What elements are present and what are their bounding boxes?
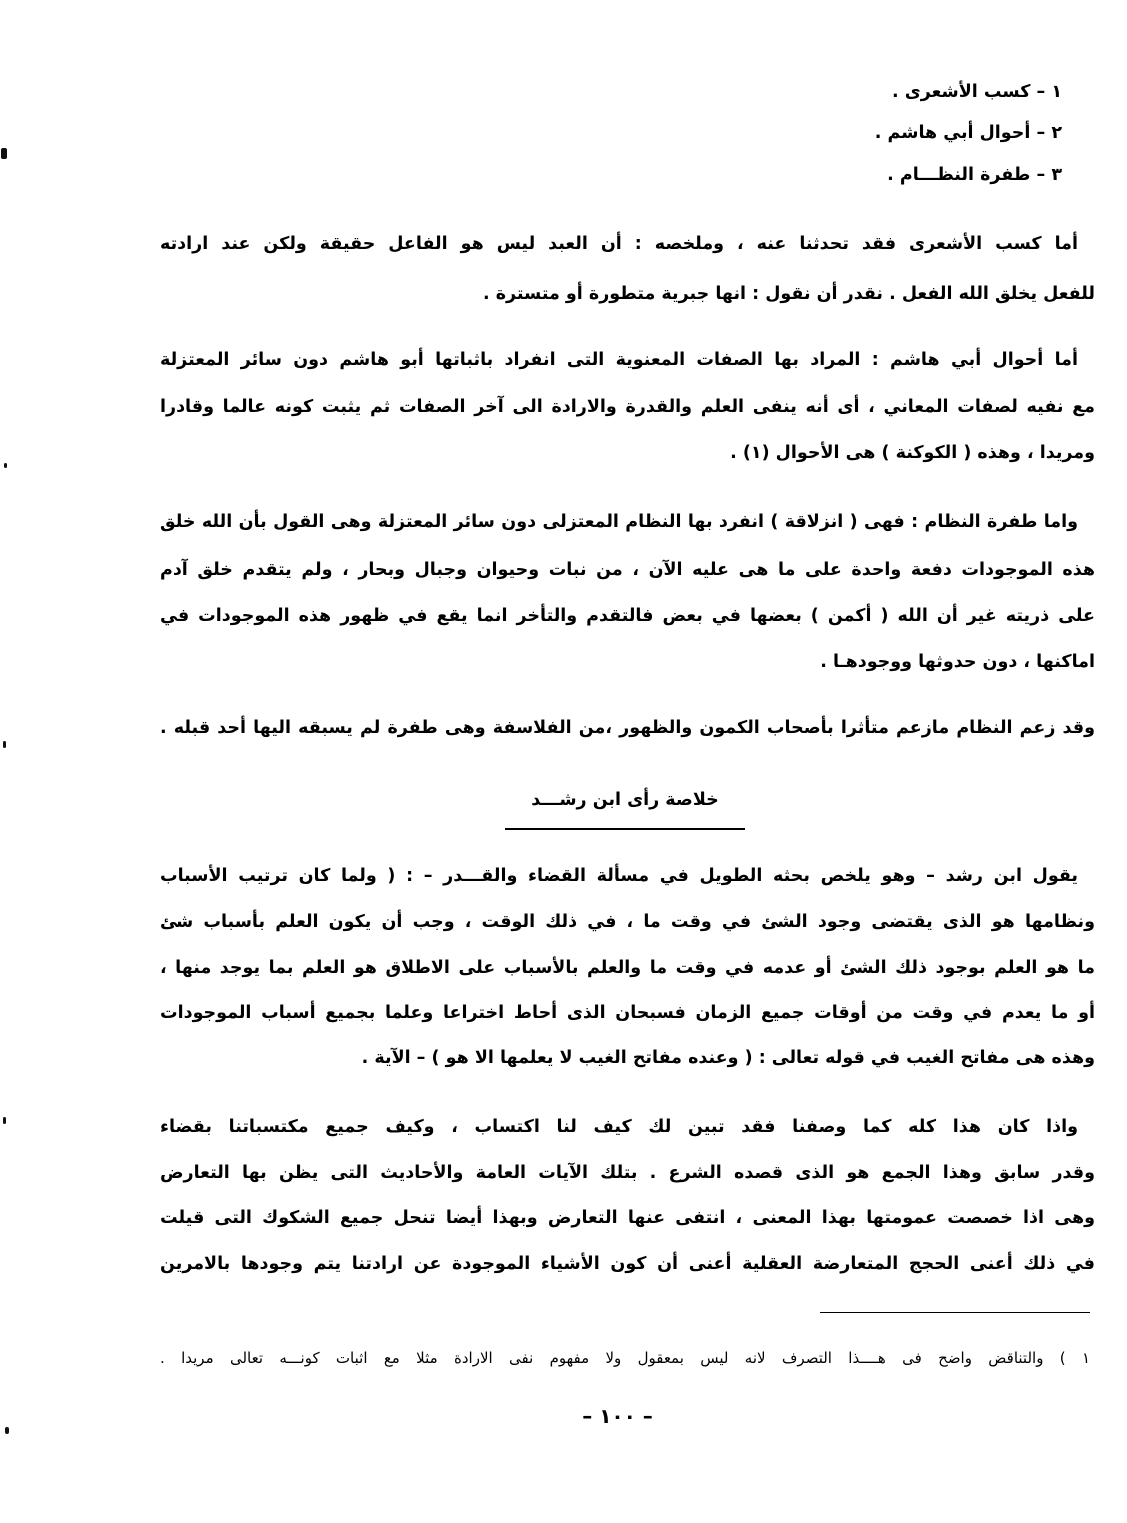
paragraph-line: هذه الموجودات دفعة واحدة على ما هى عليه الآن ، من نبات وحيوان وجبال وبحار ، ولم يتقدم خلق آدم [160,560,1095,580]
numbered-item: ٢ – أحوال أبي هاشم . [874,123,1062,143]
scan-speck [4,463,7,468]
paragraph-line: ونظامها هو الذى يقتضى وجود الشئ في وقت ما ، في ذلك الوقت ، وجب أن يكون العلم بأسباب شئ [160,912,1095,932]
footnote-rule [820,1312,1090,1313]
page-number: – ١٠٠ – [582,1404,653,1428]
paragraph-line: أو ما يعدم في وقت من أوقات جميع الزمان فسبحان الذى أحاط اختراعا وعلما بجميع أسباب الموجودات [160,1003,1095,1023]
paragraph-line: وهى اذا خصصت عمومتها بهذا المعنى ، انتفى عنها التعارض وبهذا أيضا تنحل جميع الشكوك التى قيلت [160,1208,1095,1228]
paragraph-line: أما كسب الأشعرى فقد تحدثنا عنه ، وملخصه : أن العبد ليس هو الفاعل حقيقة ولكن عند ارادته [160,234,1078,254]
scan-speck [5,1427,9,1434]
paragraph-line: واذا كان هذا كله كما وصفنا فقد تبين لك كيف لنا اكتساب ، وكيف جميع مكتسباتنا بقضاء [160,1117,1078,1137]
paragraph-line: اماكنها ، دون حدوثها ووجودهـا . [820,652,1095,672]
paragraph-line: على ذريته غير أن الله ( أكمن ) بعضها في بعض فالتقدم والتأخر انما يقع في ظهور هذه الموجودات في [160,606,1095,626]
paragraph-line: أما أحوال أبي هاشم : المراد بها الصفات المعنوية التى انفراد باثباتها أبو هاشم دون سائر المعتزلة [160,350,1078,370]
paragraph-line: وقد زعم النظام مازعم متأثرا بأصحاب الكمون والظهور ،من الفلاسفة وهى طفرة لم يسبقه اليها أحد قبله . [160,718,1095,738]
paragraph-line: واما طفرة النظام : فهى ( انزلاقة ) انفرد بها النظام المعتزلى دون سائر المعتزلة وهى القول بأن الله خلق [160,512,1078,532]
numbered-item: ١ – كسب الأشعرى . [891,82,1062,102]
paragraph-line: ما هو العلم بوجود ذلك الشئ أو عدمه في وقت ما والعلم بالأسباب على الاطلاق هو العلم بما يوجد منها ، [160,958,1095,978]
paragraph-line: وقدر سابق وهذا الجمع هو الذى قصده الشرع . بتلك الآيات العامة والأحاديث التى يظن بها التعارض [160,1163,1095,1183]
numbered-item: ٣ – طفرة النظـــام . [887,165,1062,185]
scan-speck [1,148,7,159]
scan-speck [3,741,6,748]
paragraph-line: للفعل يخلق الله الفعل . نقدر أن نقول : انها جبرية متطورة أو متسترة . [482,284,1095,304]
paragraph-line: مع نفيه لصفات المعاني ، أى أنه ينفى العلم والقدرة والارادة الى آخر الصفات ثم يثبت كونه عالما وقادرا [160,397,1095,417]
scan-speck [3,1117,6,1124]
paragraph-line: ومريدا ، وهذه ( الكوكنة ) هى الأحوال (١) . [730,443,1095,463]
paragraph-line: في ذلك أعنى الحجج المتعارضة العقلية أعنى أن كون الأشياء الموجودة عن ارادتنا يتم وجودها بالامرين [160,1254,1095,1274]
section-heading: خلاصة رأى ابن رشـــد [531,790,719,810]
paragraph-line: يقول ابن رشد – وهو يلخص بحثه الطويل في مسألة القضاء والقـــدر – : ( ولما كان ترتيب الأسباب [160,866,1078,886]
footnote: ١ ) والتناقض واضح فى هــــذا التصرف لانه ليس بمعقول ولا مفهوم نفى الارادة مثلا مع اثبات كونـــه تعالى مريدا . [160,1349,1090,1367]
heading-underline [505,828,745,830]
paragraph-line: وهذه هى مفاتح الغيب في قوله تعالى : ( وعنده مفاتح الغيب لا يعلمها الا هو ) – الآية . [361,1048,1095,1068]
